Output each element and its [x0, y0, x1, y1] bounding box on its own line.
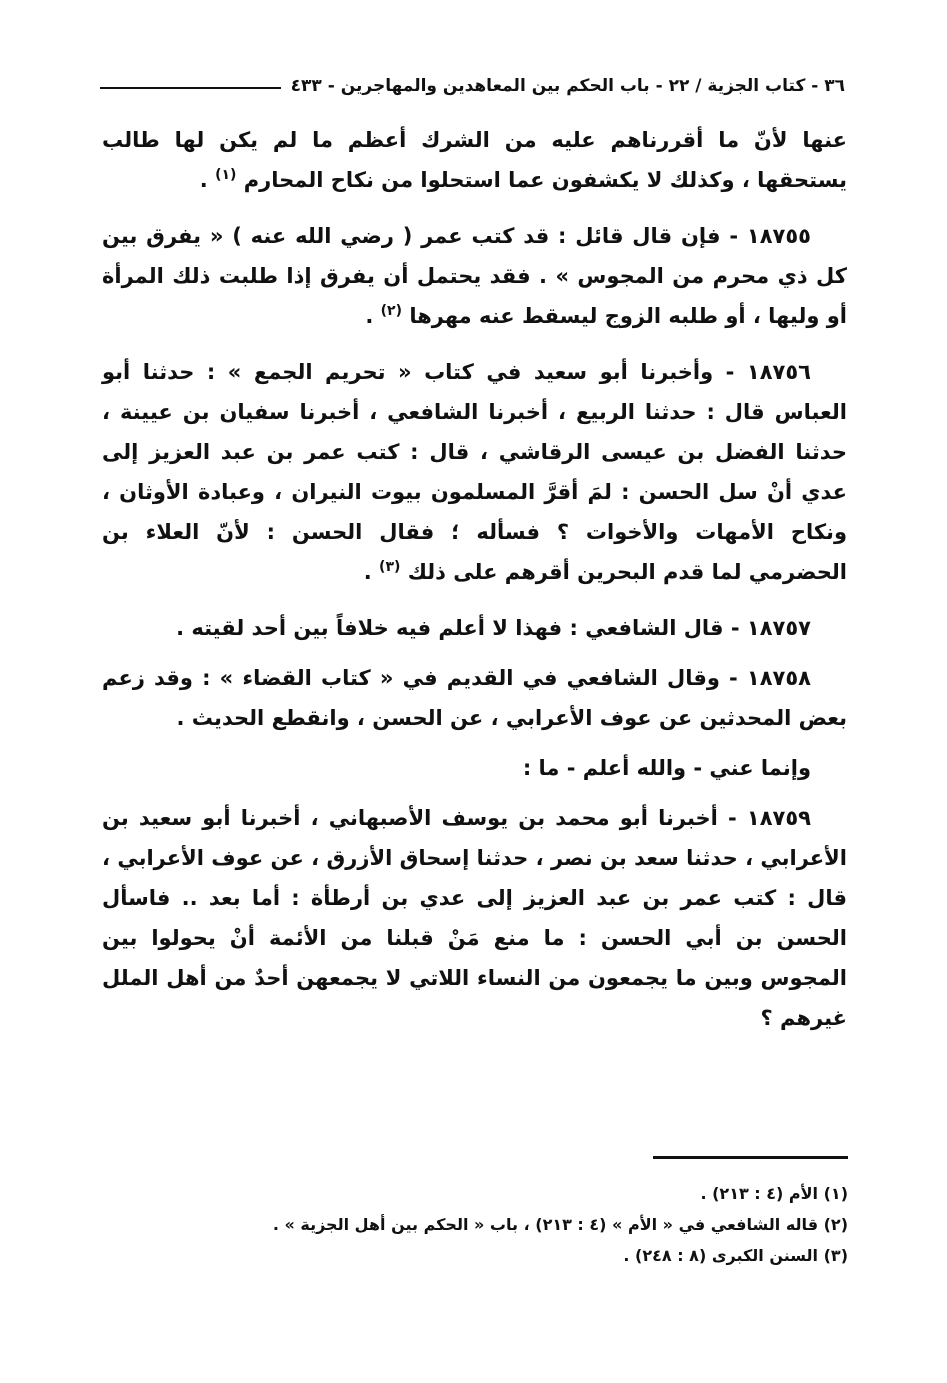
- paragraph-text: عنها لأنّ ما أقررناهم عليه من الشرك أعظم ما لم يكن لها طالب يستحقها ، وكذلك لا يكشفون عما استحلوا من نكاح المحارم: [102, 128, 847, 192]
- hadith-number: ١٨٧٥٦: [746, 360, 811, 384]
- main-text: [102, 120, 847, 1054]
- footnote-3: (٣) السنن الكبرى (٨ : ٢٤٨) .: [623, 1246, 848, 1265]
- paragraph-text: - قال الشافعي : فهذا لا أعلم فيه خلافاً بين أحد لقيته .: [176, 616, 747, 640]
- paragraph-text: - أخبرنا أبو محمد بن يوسف الأصبهاني ، أخبرنا أبو سعيد بن الأعرابي ، حدثنا سعد بن نصر ، حدثنا إسحاق الأزرق ، عن عوف الأعرابي ، قال : كتب عمر بن عبد العزيز إلى عدي بن أرطأة : أما بعد .. فاسأل الحسن بن أبي الحسن : ما منع مَنْ قبلنا من الأئمة أنْ يحولوا بين المجوس وبين ما يجمعون من النساء اللاتي لا يجمعهن أحدٌ من أهل الملل غيرهم ؟: [102, 806, 847, 1030]
- paragraph-tail: .: [365, 304, 374, 328]
- header-rule: [100, 87, 281, 89]
- paragraph-text: - فإن قال قائل : قد كتب عمر ( رضي الله عنه ) « يفرق بين كل ذي محرم من المجوس » . فقد يحتمل أن يفرق إذا طلبت ذلك المرأة أو وليها ، أو طلبه الزوج ليسقط عنه مهرها: [102, 224, 847, 328]
- hadith-18755: [102, 216, 847, 336]
- footnote-ref-3: (٣): [379, 559, 401, 575]
- footnote-2: (٢) قاله الشافعي في « الأم » (٤ : ٢١٣) ، باب « الحكم بين أهل الجزية » .: [272, 1215, 848, 1234]
- running-header-title: ٣٦ - كتاب الجزية / ٢٢ - باب الحكم بين المعاهدين والمهاجرين - ٤٣٣: [290, 76, 845, 96]
- hadith-18758: [102, 658, 847, 738]
- paragraph-text: - وأخبرنا أبو سعيد في كتاب « تحريم الجمع » : حدثنا أبو العباس قال : حدثنا الربيع ، أخبرنا الشافعي ، أخبرنا سفيان بن عيينة ، حدثنا الفضل بن عيسى الرقاشي ، قال : كتب عمر بن عبد العزيز إلى عدي أنْ سل الحسن : لمَ أقرَّ المسلمون بيوت النيران ، وعبادة الأوثان ، ونكاح الأمهات والأخوات ؟ فسأله ؛ فقال الحسن : لأنّ العلاء بن الحضرمي لما قدم البحرين أقرهم على ذلك: [102, 360, 847, 584]
- hadith-18756: [102, 352, 847, 592]
- running-header: [100, 70, 845, 102]
- paragraph-tail: .: [199, 168, 208, 192]
- paragraph-text: - وقال الشافعي في القديم في « كتاب القضاء » : وقد زعم بعض المحدثين عن عوف الأعرابي ، عن الحسن ، وانقطع الحديث .: [102, 666, 847, 730]
- paragraph-continuation: [102, 120, 847, 200]
- hadith-18759: [102, 798, 847, 1038]
- footnote-1: (١) الأم (٤ : ٢١٣) .: [700, 1184, 848, 1203]
- paragraph-tail: .: [363, 560, 372, 584]
- paragraph-transition: [102, 748, 847, 788]
- footnote-ref-1: (١): [215, 167, 237, 183]
- paragraph-text: وإنما عني - والله أعلم - ما :: [522, 756, 811, 780]
- hadith-18757: [102, 608, 847, 648]
- footnote-ref-2: (٢): [380, 303, 402, 319]
- footnote-separator: [653, 1156, 848, 1159]
- hadith-number: ١٨٧٥٧: [746, 616, 811, 640]
- hadith-number: ١٨٧٥٥: [746, 224, 811, 248]
- hadith-number: ١٨٧٥٨: [746, 666, 811, 690]
- footnotes: [120, 1180, 848, 1273]
- hadith-number: ١٨٧٥٩: [746, 806, 811, 830]
